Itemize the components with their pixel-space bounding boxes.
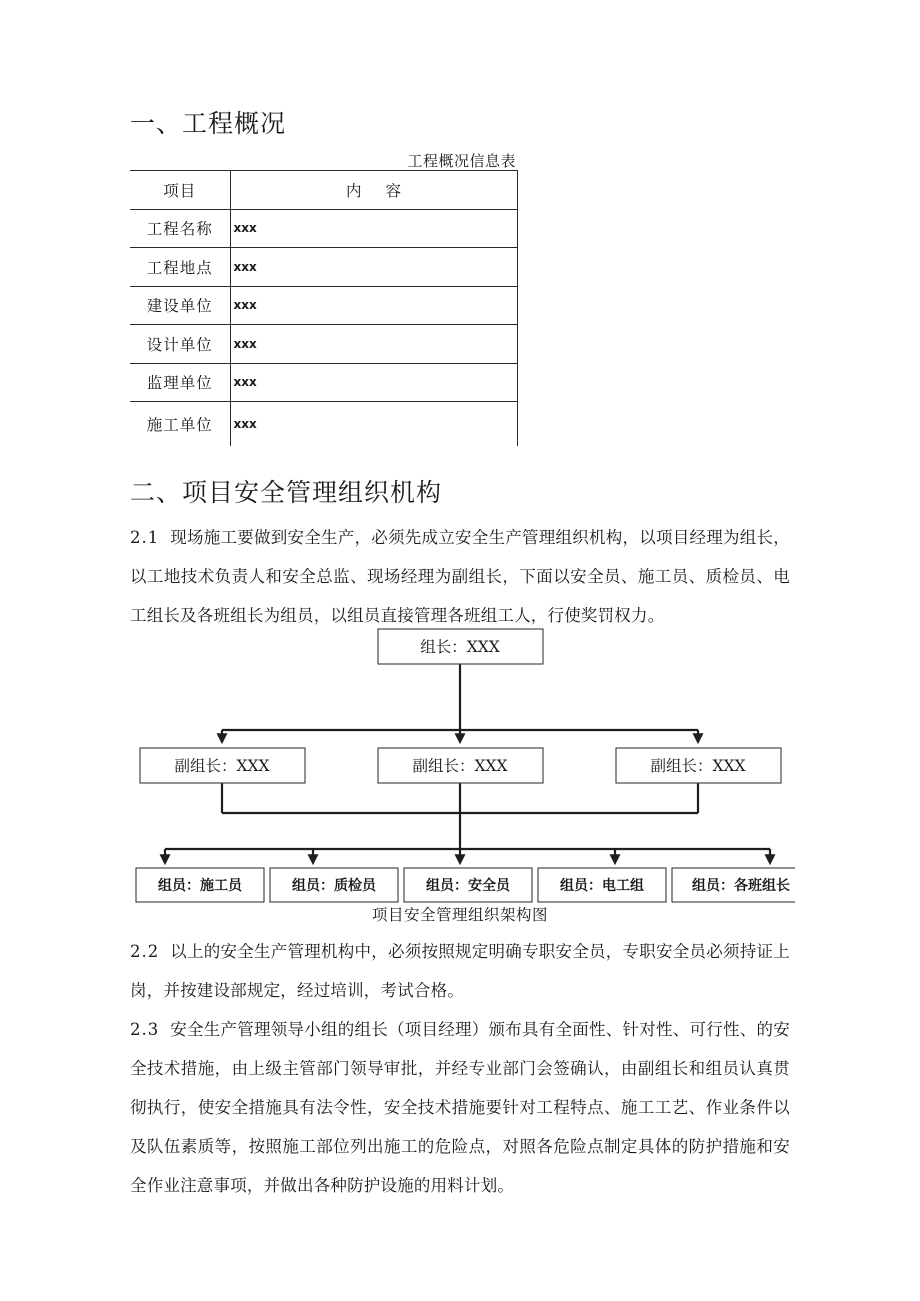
org-node-member-5 xyxy=(672,868,795,902)
paragraph-2-1 xyxy=(130,518,790,635)
project-overview-table xyxy=(130,170,518,446)
paragraph-text: 以上的安全生产管理机构中，必须按照规定明确专职安全员，专职安全员必须持证上岗，并按建设部规定，经过培训，考试合格。 xyxy=(130,942,791,1000)
row-label: 工程地点 xyxy=(130,248,230,287)
org-node-member-3-label: 组员：安全员 xyxy=(426,878,510,894)
org-node-member-4 xyxy=(538,868,666,902)
table-header-content-label: 内容 xyxy=(345,181,425,200)
table-row xyxy=(130,209,517,248)
project-overview-table-caption: 工程概况信息表 xyxy=(407,152,516,170)
table-row xyxy=(130,402,517,447)
org-node-deputy-3 xyxy=(616,748,781,783)
org-node-deputy-1-label: 副组长：XXX xyxy=(174,757,270,775)
org-node-leader xyxy=(378,629,543,664)
org-node-deputy-3-label: 副组长：XXX xyxy=(650,757,746,775)
table-row xyxy=(130,325,517,364)
row-value: xxx xyxy=(230,248,517,287)
row-label: 施工单位 xyxy=(130,402,230,447)
row-value: xxx xyxy=(230,363,517,402)
org-chart-caption: 项目安全管理组织架构图 xyxy=(371,906,548,924)
row-label: 设计单位 xyxy=(130,325,230,364)
org-node-leader-label: 组长：XXX xyxy=(420,638,500,656)
org-node-member-4-label: 组员：电工组 xyxy=(560,878,644,894)
section-2-heading: 二、项目安全管理组织机构 xyxy=(130,478,443,507)
org-chart xyxy=(125,620,795,910)
org-node-member-2-label: 组员：质检员 xyxy=(292,878,376,894)
paragraph-text: 现场施工要做到安全生产，必须先成立安全生产管理组织机构，以项目经理为组长，以工地技术负责人和安全总监、现场经理为副组长，下面以安全员、施工员、质检员、电工组长及各班组长为组员，以组员直接管理各班组工人，行使奖罚权力。 xyxy=(130,528,791,625)
table-row xyxy=(130,363,517,402)
paragraph-text: 安全生产管理领导小组的组长（项目经理）颁布具有全面性、针对性、可行性、的安全技术措施，由上级主管部门领导审批，并经专业部门会签确认，由副组长和组员认真贯彻执行，使安全措施具有法令性，安全技术措施要针对工程特点、施工工艺、作业条件以及队伍素质等，按照施工部位列出施工的危险点，对照各危险点制定具体的防护措施和安全作业注意事项，并做出各种防护设施的用料计划。 xyxy=(130,1020,791,1195)
org-node-deputy-1 xyxy=(140,748,305,783)
section-1-heading: 一、工程概况 xyxy=(130,109,287,138)
paragraph-2-3 xyxy=(130,1010,790,1205)
row-label: 建设单位 xyxy=(130,286,230,325)
org-node-member-3 xyxy=(404,868,532,902)
table-row xyxy=(130,286,517,325)
row-value: xxx xyxy=(230,209,517,248)
org-node-member-1 xyxy=(136,868,264,902)
table-header-row xyxy=(130,171,517,210)
org-node-member-2 xyxy=(270,868,398,902)
row-label: 监理单位 xyxy=(130,363,230,402)
org-node-member-1-label: 组员：施工员 xyxy=(158,878,242,894)
row-value: xxx xyxy=(230,402,517,447)
paragraph-2-2 xyxy=(130,932,790,1010)
paragraph-number: 2.2 xyxy=(130,942,160,961)
row-label: 工程名称 xyxy=(130,209,230,248)
row-value: xxx xyxy=(230,286,517,325)
paragraph-number: 2.1 xyxy=(130,528,160,547)
org-node-deputy-2 xyxy=(378,748,543,783)
row-value: xxx xyxy=(230,325,517,364)
paragraph-number: 2.3 xyxy=(130,1020,160,1039)
org-node-member-5-label: 组员：各班组长 xyxy=(692,878,790,894)
table-header-item: 项目 xyxy=(130,171,230,210)
org-node-deputy-2-label: 副组长：XXX xyxy=(412,757,508,775)
table-row xyxy=(130,248,517,287)
table-header-content xyxy=(230,171,517,210)
